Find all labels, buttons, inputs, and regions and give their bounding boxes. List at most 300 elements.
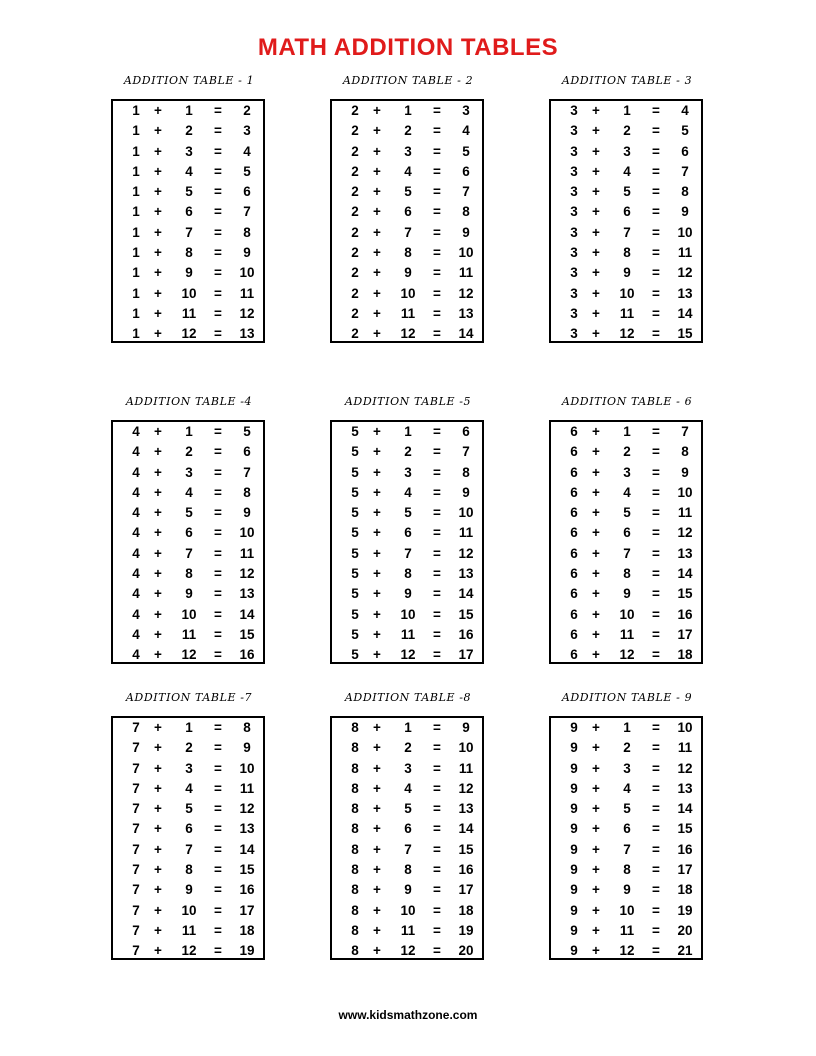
addend-a: 6	[570, 525, 578, 541]
addend-a: 8	[351, 922, 359, 938]
equals-sign: =	[433, 801, 441, 817]
table-row	[551, 646, 701, 666]
addend-b: 7	[185, 224, 193, 240]
plus-sign: +	[373, 163, 381, 179]
equals-sign: =	[433, 123, 441, 139]
plus-sign: +	[373, 265, 381, 281]
addition-table-5	[330, 420, 484, 664]
addend-b: 1	[404, 103, 412, 118]
plus-sign: +	[592, 647, 600, 663]
addend-b: 9	[404, 265, 412, 281]
addend-b: 12	[181, 326, 197, 342]
table-row	[113, 325, 263, 345]
addend-b: 9	[185, 882, 193, 898]
table-row	[332, 224, 482, 244]
addend-a: 9	[570, 922, 578, 938]
equals-sign: =	[214, 464, 222, 480]
addend-a: 3	[570, 163, 578, 179]
addend-a: 2	[351, 285, 359, 301]
addend-b: 5	[623, 801, 631, 817]
sum: 7	[681, 163, 689, 179]
equals-sign: =	[433, 484, 441, 500]
sum: 13	[239, 821, 255, 837]
table-row	[332, 902, 482, 922]
equals-sign: =	[433, 245, 441, 261]
addend-a: 9	[570, 943, 578, 959]
addend-a: 7	[132, 841, 140, 857]
sum: 14	[239, 606, 255, 622]
table-row	[113, 244, 263, 264]
equals-sign: =	[214, 821, 222, 837]
addend-b: 4	[185, 484, 193, 500]
plus-sign: +	[592, 204, 600, 220]
table-row	[332, 244, 482, 264]
addend-a: 3	[570, 245, 578, 261]
sum: 19	[458, 922, 474, 938]
table-row	[113, 861, 263, 881]
addend-b: 8	[623, 245, 631, 261]
sum: 17	[677, 626, 693, 642]
addend-a: 7	[132, 821, 140, 837]
addend-a: 2	[351, 245, 359, 261]
addend-a: 1	[132, 265, 140, 281]
plus-sign: +	[154, 626, 162, 642]
table-row	[551, 305, 701, 325]
addition-table-9	[549, 716, 703, 960]
equals-sign: =	[433, 143, 441, 159]
table-row	[551, 585, 701, 605]
table-row	[332, 163, 482, 183]
equals-sign: =	[214, 204, 222, 220]
addend-a: 3	[570, 123, 578, 139]
addend-a: 5	[351, 484, 359, 500]
plus-sign: +	[592, 760, 600, 776]
sum: 5	[243, 163, 251, 179]
plus-sign: +	[154, 862, 162, 878]
addend-a: 5	[351, 424, 359, 439]
sum: 14	[677, 305, 693, 321]
equals-sign: =	[433, 943, 441, 959]
plus-sign: +	[592, 720, 600, 735]
addend-b: 12	[619, 943, 635, 959]
table-row	[551, 484, 701, 504]
equals-sign: =	[433, 862, 441, 878]
table-row	[113, 183, 263, 203]
sum: 13	[458, 566, 474, 582]
sum: 9	[243, 245, 251, 261]
table-caption: ADDITION TABLE - 1	[123, 74, 255, 87]
addend-b: 6	[185, 821, 193, 837]
sum: 15	[677, 326, 693, 342]
plus-sign: +	[373, 123, 381, 139]
addend-b: 10	[619, 902, 635, 918]
sum: 18	[677, 647, 693, 663]
sum: 7	[462, 184, 470, 200]
plus-sign: +	[154, 505, 162, 521]
table-row	[113, 122, 263, 142]
plus-sign: +	[154, 943, 162, 959]
equals-sign: =	[652, 163, 660, 179]
addend-a: 8	[351, 821, 359, 837]
sum: 6	[243, 444, 251, 460]
equals-sign: =	[214, 801, 222, 817]
addend-b: 2	[623, 740, 631, 756]
equals-sign: =	[214, 740, 222, 756]
plus-sign: +	[154, 464, 162, 480]
plus-sign: +	[592, 525, 600, 541]
table-row	[551, 922, 701, 942]
equals-sign: =	[214, 626, 222, 642]
addend-b: 11	[400, 922, 416, 938]
table-row	[332, 203, 482, 223]
equals-sign: =	[652, 265, 660, 281]
table-row	[551, 861, 701, 881]
equals-sign: =	[214, 922, 222, 938]
addend-b: 11	[619, 305, 635, 321]
addend-b: 2	[404, 740, 412, 756]
addend-a: 5	[351, 545, 359, 561]
plus-sign: +	[154, 224, 162, 240]
table-row	[332, 606, 482, 626]
plus-sign: +	[373, 760, 381, 776]
sum: 12	[458, 780, 474, 796]
sum: 11	[458, 760, 474, 776]
equals-sign: =	[652, 882, 660, 898]
sum: 10	[239, 525, 255, 541]
plus-sign: +	[592, 841, 600, 857]
addend-a: 1	[132, 305, 140, 321]
equals-sign: =	[652, 184, 660, 200]
equals-sign: =	[652, 647, 660, 663]
equals-sign: =	[214, 184, 222, 200]
addend-a: 3	[570, 285, 578, 301]
addend-b: 4	[404, 780, 412, 796]
sum: 16	[458, 626, 474, 642]
sum: 14	[458, 821, 474, 837]
equals-sign: =	[652, 545, 660, 561]
table-row	[551, 760, 701, 780]
addend-b: 7	[185, 545, 193, 561]
equals-sign: =	[433, 780, 441, 796]
sum: 16	[239, 882, 255, 898]
table-row	[551, 881, 701, 901]
addend-b: 6	[404, 204, 412, 220]
plus-sign: +	[373, 525, 381, 541]
addend-b: 4	[623, 780, 631, 796]
plus-sign: +	[154, 326, 162, 342]
addend-a: 2	[351, 204, 359, 220]
sum: 9	[681, 204, 689, 220]
table-row	[551, 739, 701, 759]
addend-a: 6	[570, 586, 578, 602]
addend-b: 2	[623, 123, 631, 139]
equals-sign: =	[214, 245, 222, 261]
table-row	[113, 942, 263, 962]
plus-sign: +	[373, 545, 381, 561]
equals-sign: =	[652, 740, 660, 756]
table-row	[551, 545, 701, 565]
equals-sign: =	[214, 862, 222, 878]
addend-b: 11	[400, 305, 416, 321]
sum: 18	[239, 922, 255, 938]
equals-sign: =	[433, 326, 441, 342]
addend-b: 12	[181, 647, 197, 663]
addend-b: 7	[404, 224, 412, 240]
plus-sign: +	[154, 424, 162, 439]
table-row	[332, 423, 482, 443]
addend-a: 3	[570, 265, 578, 281]
equals-sign: =	[214, 285, 222, 301]
plus-sign: +	[154, 720, 162, 735]
addend-a: 2	[351, 163, 359, 179]
table-row	[551, 719, 701, 739]
sum: 13	[239, 326, 255, 342]
plus-sign: +	[373, 444, 381, 460]
addend-b: 1	[623, 103, 631, 118]
table-row	[551, 122, 701, 142]
equals-sign: =	[652, 525, 660, 541]
table-row	[332, 881, 482, 901]
equals-sign: =	[214, 760, 222, 776]
plus-sign: +	[592, 143, 600, 159]
sum: 5	[681, 123, 689, 139]
addend-b: 9	[185, 265, 193, 281]
addend-a: 6	[570, 444, 578, 460]
sum: 15	[239, 862, 255, 878]
addend-a: 5	[351, 464, 359, 480]
equals-sign: =	[652, 566, 660, 582]
table-row	[332, 780, 482, 800]
addend-b: 8	[185, 566, 193, 582]
plus-sign: +	[373, 424, 381, 439]
table-row	[332, 585, 482, 605]
addend-b: 4	[404, 484, 412, 500]
addend-b: 8	[404, 245, 412, 261]
plus-sign: +	[592, 606, 600, 622]
equals-sign: =	[433, 720, 441, 735]
addend-a: 7	[132, 943, 140, 959]
sum: 15	[458, 841, 474, 857]
plus-sign: +	[592, 163, 600, 179]
equals-sign: =	[652, 224, 660, 240]
table-caption: ADDITION TABLE -4	[125, 395, 253, 408]
plus-sign: +	[373, 505, 381, 521]
addend-b: 11	[619, 922, 635, 938]
addend-b: 8	[623, 566, 631, 582]
sum: 14	[677, 566, 693, 582]
addend-b: 1	[404, 424, 412, 439]
table-row	[332, 524, 482, 544]
addend-b: 9	[623, 586, 631, 602]
sum: 15	[677, 821, 693, 837]
plus-sign: +	[373, 184, 381, 200]
equals-sign: =	[652, 821, 660, 837]
addend-a: 4	[132, 545, 140, 561]
addend-b: 2	[185, 740, 193, 756]
equals-sign: =	[652, 204, 660, 220]
sum: 11	[239, 545, 255, 561]
addend-a: 1	[132, 204, 140, 220]
sum: 9	[243, 505, 251, 521]
addend-a: 1	[132, 163, 140, 179]
equals-sign: =	[214, 143, 222, 159]
addend-b: 2	[185, 123, 193, 139]
plus-sign: +	[154, 204, 162, 220]
addend-b: 2	[404, 444, 412, 460]
plus-sign: +	[592, 464, 600, 480]
equals-sign: =	[214, 882, 222, 898]
addend-a: 3	[570, 143, 578, 159]
plus-sign: +	[154, 245, 162, 261]
plus-sign: +	[154, 103, 162, 118]
addend-a: 3	[570, 305, 578, 321]
plus-sign: +	[373, 862, 381, 878]
plus-sign: +	[154, 305, 162, 321]
table-row	[332, 285, 482, 305]
sum: 13	[677, 285, 693, 301]
plus-sign: +	[154, 841, 162, 857]
equals-sign: =	[433, 163, 441, 179]
addend-a: 7	[132, 780, 140, 796]
table-row	[551, 203, 701, 223]
table-row	[113, 203, 263, 223]
addend-b: 3	[185, 760, 193, 776]
addend-a: 2	[351, 103, 359, 118]
plus-sign: +	[373, 720, 381, 735]
plus-sign: +	[592, 285, 600, 301]
addend-a: 2	[351, 184, 359, 200]
equals-sign: =	[433, 922, 441, 938]
table-row	[551, 565, 701, 585]
plus-sign: +	[373, 882, 381, 898]
plus-sign: +	[592, 740, 600, 756]
plus-sign: +	[154, 285, 162, 301]
addend-b: 3	[404, 760, 412, 776]
table-row	[332, 841, 482, 861]
addend-b: 2	[404, 123, 412, 139]
addend-b: 1	[404, 720, 412, 735]
addend-b: 1	[623, 424, 631, 439]
equals-sign: =	[652, 626, 660, 642]
plus-sign: +	[154, 882, 162, 898]
table-caption: ADDITION TABLE - 3	[561, 74, 693, 87]
addend-a: 5	[351, 444, 359, 460]
sum: 6	[681, 143, 689, 159]
table-row	[332, 102, 482, 122]
sum: 10	[458, 245, 474, 261]
equals-sign: =	[433, 821, 441, 837]
plus-sign: +	[154, 444, 162, 460]
addend-b: 9	[185, 586, 193, 602]
equals-sign: =	[214, 902, 222, 918]
table-caption: ADDITION TABLE - 2	[342, 74, 474, 87]
equals-sign: =	[652, 720, 660, 735]
sum: 11	[239, 285, 255, 301]
plus-sign: +	[373, 647, 381, 663]
table-row	[332, 122, 482, 142]
addend-a: 5	[351, 647, 359, 663]
sum: 12	[677, 525, 693, 541]
equals-sign: =	[433, 285, 441, 301]
equals-sign: =	[652, 606, 660, 622]
table-row	[113, 464, 263, 484]
addend-a: 2	[351, 224, 359, 240]
equals-sign: =	[214, 484, 222, 500]
plus-sign: +	[154, 647, 162, 663]
sum: 19	[239, 943, 255, 959]
addend-b: 5	[185, 801, 193, 817]
addend-b: 10	[400, 285, 416, 301]
addend-b: 3	[623, 760, 631, 776]
addition-table-4	[111, 420, 265, 664]
equals-sign: =	[214, 780, 222, 796]
plus-sign: +	[592, 566, 600, 582]
equals-sign: =	[433, 545, 441, 561]
addend-a: 7	[132, 760, 140, 776]
equals-sign: =	[214, 326, 222, 342]
sum: 8	[681, 444, 689, 460]
addend-b: 12	[619, 326, 635, 342]
table-caption: ADDITION TABLE -7	[125, 691, 253, 704]
addend-a: 4	[132, 586, 140, 602]
table-row	[332, 739, 482, 759]
addend-b: 1	[185, 103, 193, 118]
equals-sign: =	[652, 464, 660, 480]
addend-a: 4	[132, 444, 140, 460]
equals-sign: =	[652, 943, 660, 959]
plus-sign: +	[154, 922, 162, 938]
sum: 14	[677, 801, 693, 817]
addend-a: 7	[132, 882, 140, 898]
equals-sign: =	[214, 123, 222, 139]
table-row	[113, 264, 263, 284]
equals-sign: =	[433, 184, 441, 200]
table-row	[332, 861, 482, 881]
addend-b: 10	[181, 902, 197, 918]
addend-a: 7	[132, 862, 140, 878]
addend-a: 6	[570, 545, 578, 561]
plus-sign: +	[373, 780, 381, 796]
addend-a: 7	[132, 922, 140, 938]
equals-sign: =	[433, 626, 441, 642]
equals-sign: =	[652, 841, 660, 857]
sum: 10	[677, 484, 693, 500]
table-row	[332, 800, 482, 820]
equals-sign: =	[433, 647, 441, 663]
plus-sign: +	[373, 566, 381, 582]
table-row	[113, 524, 263, 544]
sum: 11	[458, 525, 474, 541]
addend-b: 10	[400, 606, 416, 622]
addend-b: 11	[181, 626, 197, 642]
table-row	[551, 163, 701, 183]
table-row	[113, 484, 263, 504]
plus-sign: +	[154, 525, 162, 541]
plus-sign: +	[154, 821, 162, 837]
addend-b: 12	[400, 326, 416, 342]
equals-sign: =	[214, 606, 222, 622]
sum: 11	[458, 265, 474, 281]
table-row	[113, 285, 263, 305]
table-row	[551, 524, 701, 544]
plus-sign: +	[154, 143, 162, 159]
table-row	[113, 606, 263, 626]
table-row	[551, 423, 701, 443]
addend-b: 4	[623, 484, 631, 500]
sum: 7	[243, 204, 251, 220]
plus-sign: +	[154, 184, 162, 200]
addend-b: 11	[400, 626, 416, 642]
